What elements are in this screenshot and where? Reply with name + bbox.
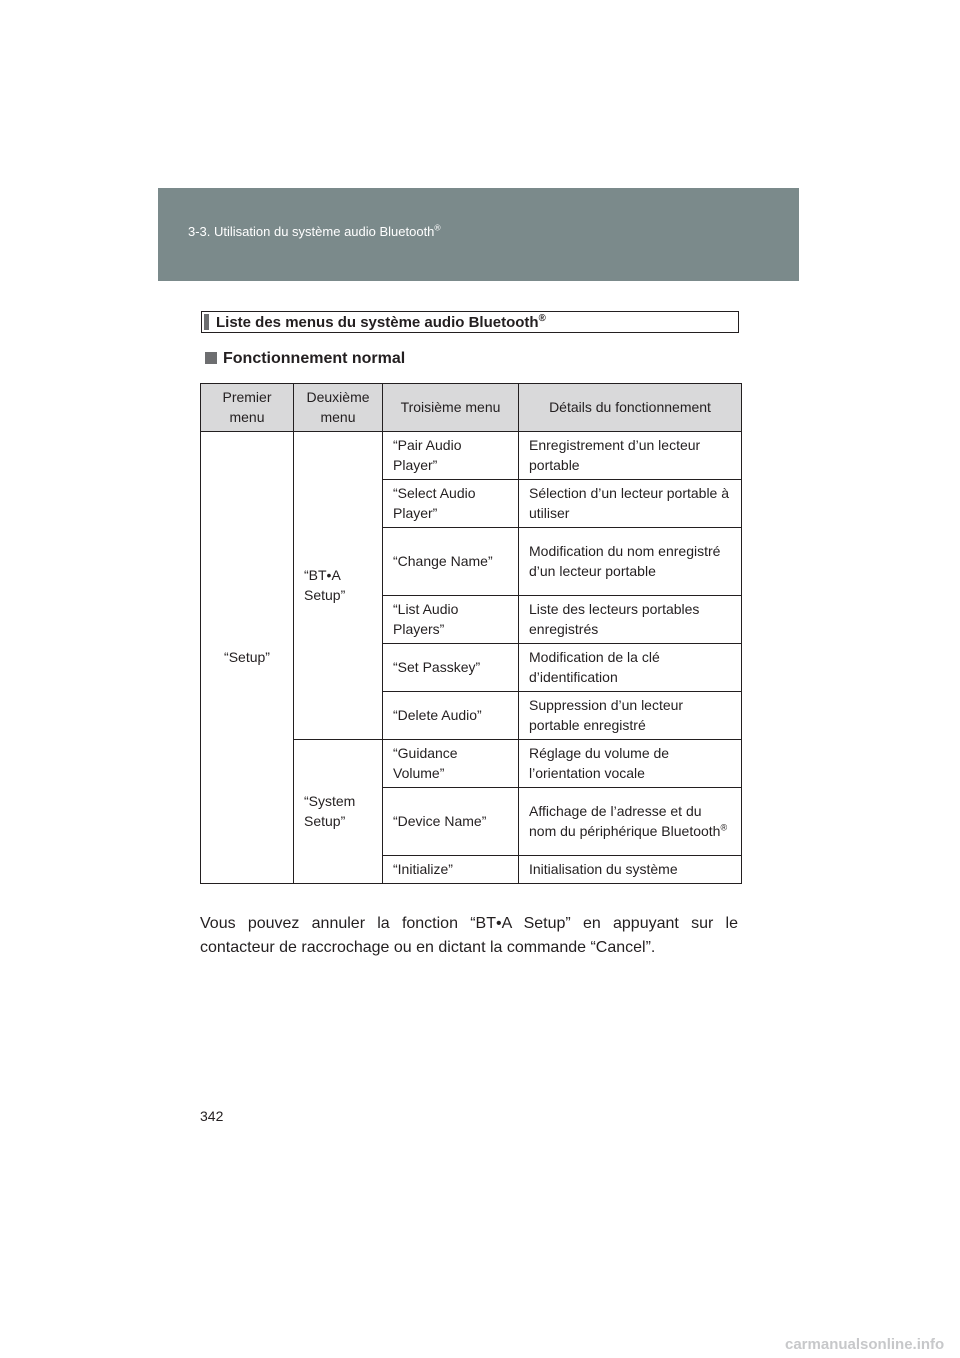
section-title xyxy=(216,314,546,331)
third-menu-cell: “Pair Audio Player” xyxy=(383,432,519,480)
detail-text: Affichage de l’adresse et du nom du périphérique Bluetooth xyxy=(529,803,721,839)
detail-cell: Modification du nom enregistré d’un lecteur portable xyxy=(519,528,742,596)
detail-cell: Réglage du volume de l’orientation vocale xyxy=(519,740,742,788)
column-header-third-menu: Troisième menu xyxy=(383,384,519,432)
third-menu-cell: “Delete Audio” xyxy=(383,692,519,740)
second-menu-cell-bta-setup: “BT•A Setup” xyxy=(294,432,383,740)
footer-watermark: carmanualsonline.info xyxy=(785,1336,945,1353)
third-menu-cell: “Device Name” xyxy=(383,788,519,856)
chapter-header-band xyxy=(158,188,799,281)
third-menu-cell: “Set Passkey” xyxy=(383,644,519,692)
subsection-title: Fonctionnement normal xyxy=(223,350,406,367)
page-number: 342 xyxy=(200,1108,224,1124)
table-row xyxy=(201,432,742,480)
square-bullet-icon xyxy=(205,352,217,364)
column-header-first-menu: Premier menu xyxy=(201,384,294,432)
third-menu-cell: “Initialize” xyxy=(383,856,519,884)
second-menu-cell-system-setup: “System Setup” xyxy=(294,740,383,884)
detail-registered-mark: ® xyxy=(720,821,728,832)
detail-cell xyxy=(519,788,742,856)
section-heading-box xyxy=(201,311,739,333)
first-menu-cell: “Setup” xyxy=(201,432,294,884)
section-heading-bar xyxy=(204,314,209,330)
breadcrumb xyxy=(188,224,441,239)
column-header-second-menu: Deuxième menu xyxy=(294,384,383,432)
section-title-text: Liste des menus du système audio Bluetooth xyxy=(216,314,539,331)
breadcrumb-text: 3-3. Utilisation du système audio Bluetooth xyxy=(188,224,435,239)
detail-cell: Suppression d’un lecteur portable enregistré xyxy=(519,692,742,740)
menu-table xyxy=(200,383,742,884)
third-menu-cell: “Change Name” xyxy=(383,528,519,596)
column-header-details: Détails du fonctionnement xyxy=(519,384,742,432)
detail-cell: Liste des lecteurs portables enregistrés xyxy=(519,596,742,644)
section-title-registered-mark: ® xyxy=(538,313,546,324)
note-paragraph: Vous pouvez annuler la fonction “BT•A Setup” en appuyant sur le contacteur de raccrochage ou en dictant la commande “Cancel”. xyxy=(200,915,738,956)
third-menu-cell: “List Audio Players” xyxy=(383,596,519,644)
detail-cell: Sélection d’un lecteur portable à utiliser xyxy=(519,480,742,528)
third-menu-cell: “Guidance Volume” xyxy=(383,740,519,788)
third-menu-cell: “Select Audio Player” xyxy=(383,480,519,528)
subsection-heading xyxy=(205,350,405,368)
detail-cell: Modification de la clé d’identification xyxy=(519,644,742,692)
table-header-row xyxy=(201,384,742,432)
detail-cell: Enregistrement d’un lecteur portable xyxy=(519,432,742,480)
detail-cell: Initialisation du système xyxy=(519,856,742,884)
breadcrumb-registered-mark: ® xyxy=(434,222,441,233)
